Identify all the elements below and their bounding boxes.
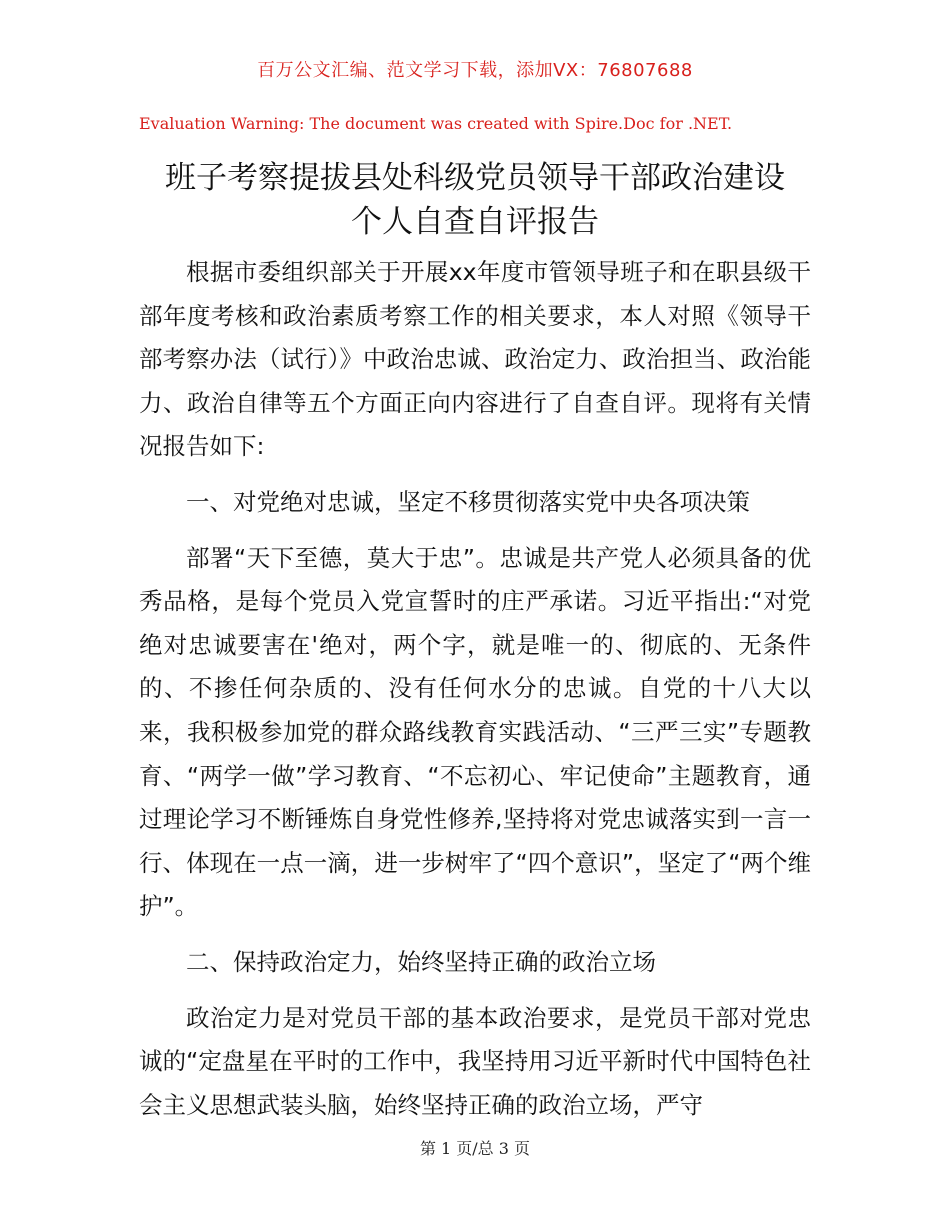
title-line-2: 个人自查自评报告 bbox=[351, 204, 599, 240]
section-1-paragraph: 部署“天下至德，莫大于忠”。忠诚是共产党人必须具备的优秀品格，是每个党员入党宣誓时的庄严承诺。习近平指出:“对党绝对忠诚要害在'绝对，两个字，就是唯一的、彻底的、无条件的、不掺任何杂质的、没有任何水分的忠诚。自党的十八大以来，我积极参加党的群众路线教育实践活动、“三严三实”专题教育、“两学一做”学习教育、“不忘初心、牢记使命”主题教育，通过理论学习不断锤炼自身党性修养,坚持将对党忠诚落实到一言一行、体现在一点一滴，进一步树牢了“四个意识”，坚定了“两个维护”。 bbox=[139, 543, 811, 921]
section-2-paragraph: 政治定力是对党员干部的基本政治要求，是党员干部对党忠诚的“定盘星在平时的工作中，我坚持用习近平新时代中国特色社会主义思想武装头脑，始终坚持正确的政治立场，严守 bbox=[139, 1003, 811, 1119]
intro-paragraph: 根据市委组织部关于开展xx年度市管领导班子和在职县级干部年度考核和政治素质考察工作的相关要求，本人对照《领导干部考察办法（试行）》中政治忠诚、政治定力、政治担当、政治能力、政治自律等五个方面正向内容进行了自查自评。现将有关情况报告如下: bbox=[139, 258, 811, 461]
page-footer: 第 1 页/总 3 页 bbox=[419, 1139, 531, 1158]
section-1-heading: 一、对党绝对忠诚，坚定不移贯彻落实党中央各项决策 bbox=[186, 487, 750, 516]
document-title bbox=[120, 156, 830, 244]
section-2-heading: 二、保持政治定力，始终坚持正确的政治立场 bbox=[186, 947, 656, 976]
header-banner: 百万公文汇编、范文学习下载，添加VX：76807688 bbox=[257, 60, 693, 81]
evaluation-warning: Evaluation Warning: The document was created with Spire.Doc for .NET. bbox=[139, 114, 733, 133]
document-body bbox=[139, 251, 811, 1127]
title-line-1: 班子考察提拔县处科级党员领导干部政治建设 bbox=[165, 160, 785, 196]
